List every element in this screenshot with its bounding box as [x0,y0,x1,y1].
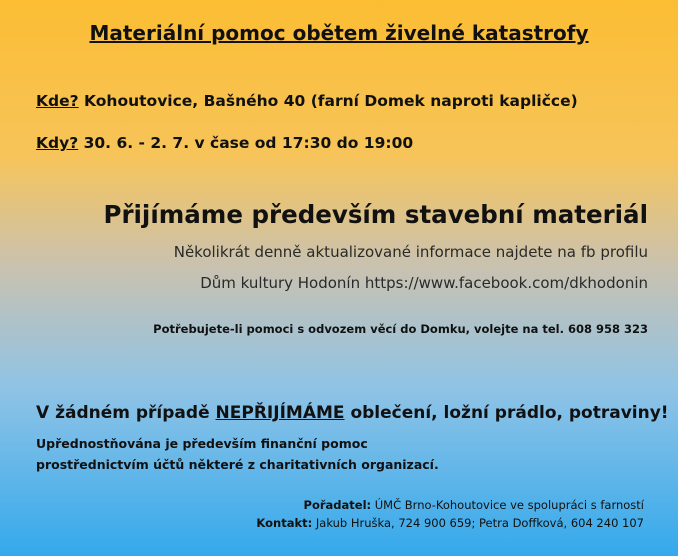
headline: Přijímáme především stavební materiál [103,200,648,229]
warning-prefix: V žádném případě [36,403,210,423]
info-line-2 [200,274,648,292]
when-row [36,134,413,152]
organizer-line [304,498,644,512]
organizer-value: ÚMČ Brno-Kohoutovice ve spolupráci s farností [374,498,644,512]
where-label: Kde? [36,92,79,110]
warning-line [36,403,669,423]
financial-line-1: Upřednostňována je především finanční pomoc [36,436,368,451]
contact-value: Jakub Hruška, 724 900 659; Petra Doffková, 604 240 107 [315,516,644,530]
when-label: Kdy? [36,134,79,152]
where-value: Kohoutovice, Bašného 40 (farní Domek naproti kapličce) [84,92,578,110]
info-venue: Dům kultury Hodonín [200,274,361,292]
facebook-link[interactable]: https://www.facebook.com/dkhodonin [364,274,648,292]
contact-label: Kontakt: [256,516,313,530]
when-value: 30. 6. - 2. 7. v čase od 17:30 do 19:00 [83,134,414,152]
financial-line-2: prostřednictvím účtů některé z charitativních organizací. [36,457,439,472]
warning-suffix: oblečení, ložní prádlo, potraviny! [350,403,669,423]
organizer-label: Pořadatel: [303,498,372,512]
info-line-1: Několikrát denně aktualizované informace najdete na fb profilu [173,243,648,261]
where-row [36,92,578,110]
poster-title: Materiální pomoc obětem živelné katastrofy [89,21,589,45]
help-line: Potřebujete-li pomoci s odvozem věcí do Domku, volejte na tel. 608 958 323 [153,322,648,336]
contact-line [256,516,644,530]
warning-emphasis: NEPŘIJÍMÁME [215,403,345,423]
